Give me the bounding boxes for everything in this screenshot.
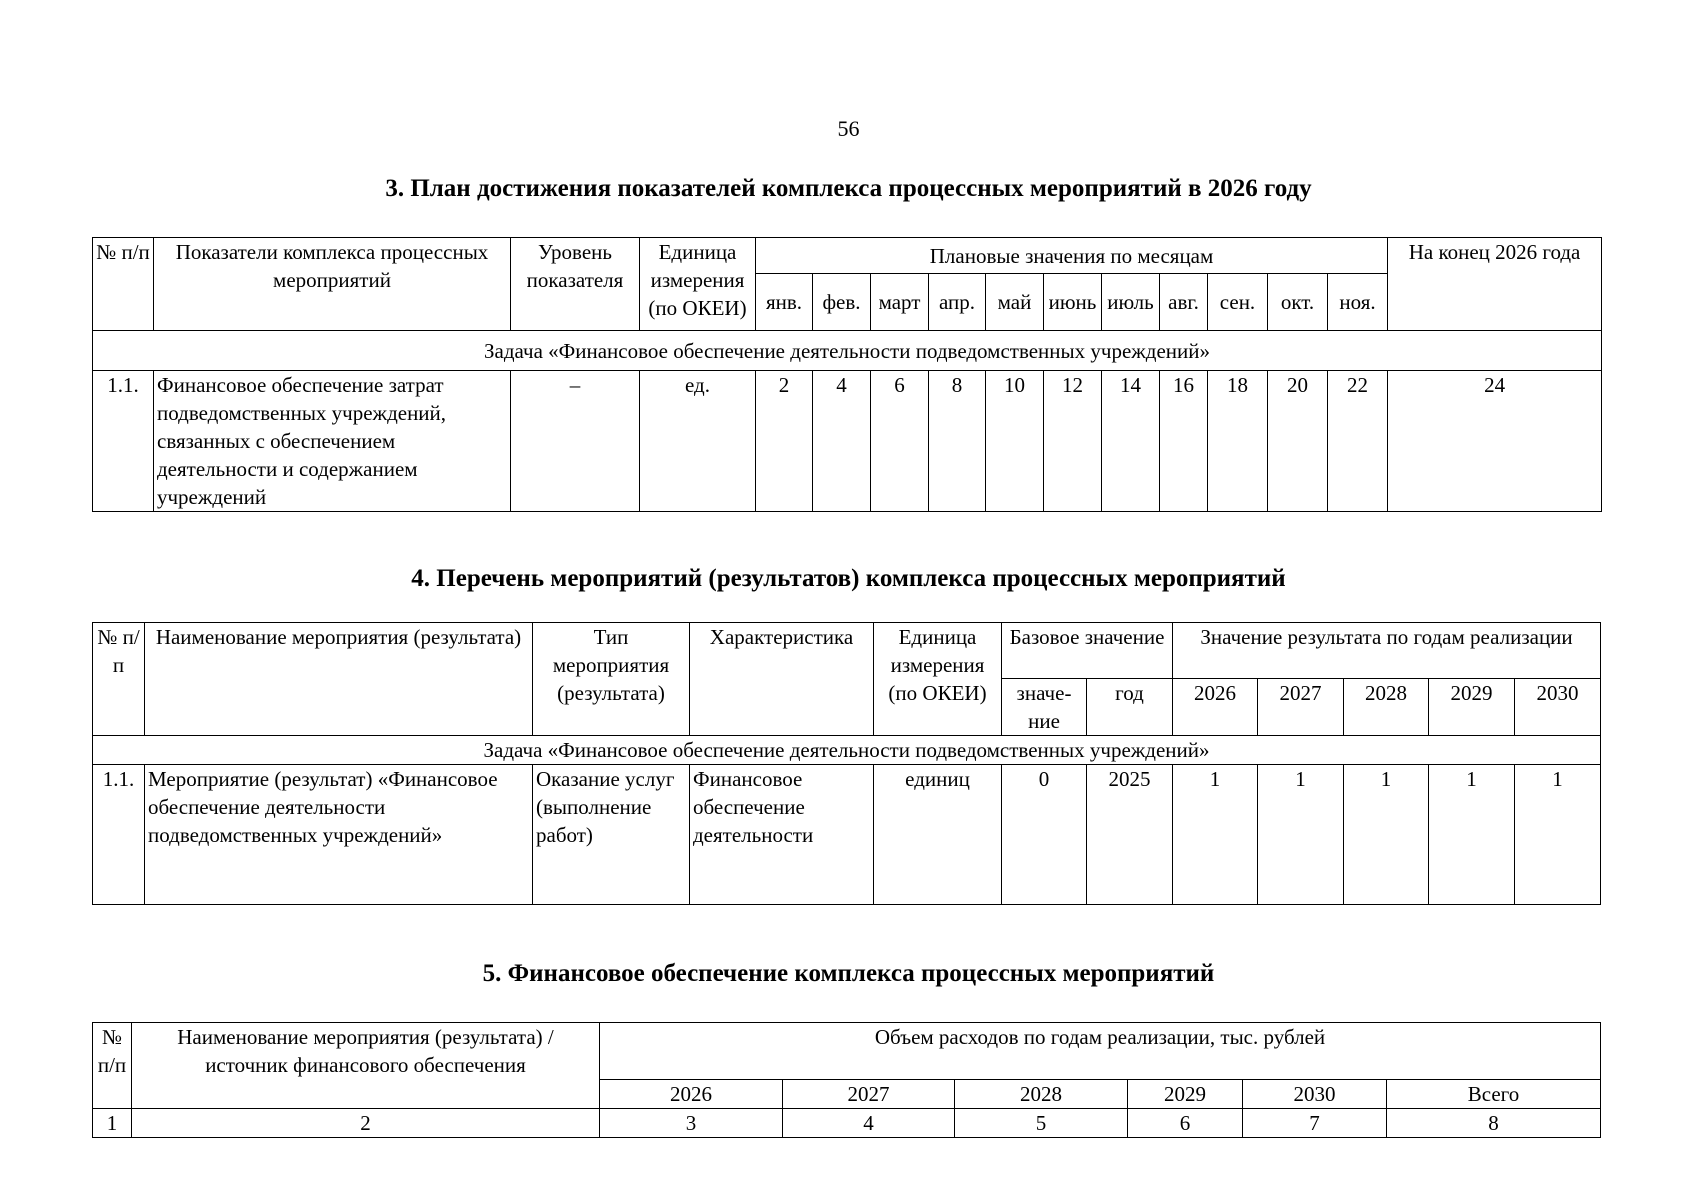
s3-header-num: № п/п — [93, 238, 154, 331]
section4-title: 4. Перечень мероприятий (результатов) комплекса процессных мероприятий — [411, 565, 1286, 592]
section3-title: 3. План достижения показателей комплекса процессных мероприятий в 2026 году — [385, 175, 1312, 202]
s5-col-number: 1 — [93, 1109, 132, 1138]
section5-table — [92, 1022, 1601, 1138]
s5-header-name: Наименование мероприятия (результата) / источник финансового обеспечения — [132, 1023, 600, 1109]
s3-row-unit: ед. — [640, 371, 756, 512]
s3-header-level: Уровень показателя — [511, 238, 640, 331]
s5-header-volume: Объем расходов по годам реализации, тыс. рублей — [600, 1023, 1601, 1080]
s3-row-value: 10 — [986, 371, 1044, 512]
s5-header-num: № п/п — [93, 1023, 132, 1109]
s4-row-type: Оказание услуг (выполнение работ) — [533, 765, 690, 905]
section3-table — [92, 237, 1602, 512]
s4-header-base-value: значе-ние — [1002, 679, 1087, 736]
s5-col-number: 6 — [1128, 1109, 1243, 1138]
s5-col-number: 8 — [1387, 1109, 1601, 1138]
s3-row-value: 16 — [1160, 371, 1208, 512]
s4-row-value: 1 — [1429, 765, 1515, 905]
s3-month: окт. — [1268, 274, 1328, 331]
s3-month: март — [871, 274, 929, 331]
s5-year: 2027 — [783, 1080, 955, 1109]
s5-year: 2026 — [600, 1080, 783, 1109]
s4-row-value: 1 — [1515, 765, 1601, 905]
s3-row-value: 22 — [1328, 371, 1388, 512]
s4-header-num: № п/п — [93, 623, 145, 736]
s4-header-unit: Единица измерения (по ОКЕИ) — [874, 623, 1002, 736]
s3-row-end: 24 — [1388, 371, 1602, 512]
s3-month: сен. — [1208, 274, 1268, 331]
s3-row-num: 1.1. — [93, 371, 154, 512]
s3-row-value: 6 — [871, 371, 929, 512]
s4-row-value: 1 — [1344, 765, 1429, 905]
s3-month: май — [986, 274, 1044, 331]
s5-year: 2028 — [955, 1080, 1128, 1109]
s3-month: авг. — [1160, 274, 1208, 331]
s3-header-unit: Единица измерения (по ОКЕИ) — [640, 238, 756, 331]
s5-col-number: 4 — [783, 1109, 955, 1138]
s3-header-indicators: Показатели комплекса процессных мероприятий — [154, 238, 511, 331]
page-number: 56 — [837, 116, 860, 141]
s3-row-name: Финансовое обеспечение затрат подведомственных учреждений, связанных с обеспечением деятельности и содержанием учреждений — [154, 371, 511, 512]
s3-task-row: Задача «Финансовое обеспечение деятельности подведомственных учреждений» — [93, 331, 1602, 371]
s4-row-characteristic: Финансовое обеспечение деятельности — [690, 765, 874, 905]
s4-task-row: Задача «Финансовое обеспечение деятельности подведомственных учреждений» — [93, 736, 1601, 765]
s3-month: янв. — [756, 274, 813, 331]
s4-row-num: 1.1. — [93, 765, 145, 905]
s4-row-base-value: 0 — [1002, 765, 1087, 905]
section5-title: 5. Финансовое обеспечение комплекса процессных мероприятий — [482, 960, 1215, 987]
s4-year: 2026 — [1173, 679, 1258, 736]
s5-col-number: 7 — [1243, 1109, 1387, 1138]
s4-header-result: Значение результата по годам реализации — [1173, 623, 1601, 679]
s4-year: 2030 — [1515, 679, 1601, 736]
s4-header-characteristic: Характеристика — [690, 623, 874, 736]
s3-row-value: 4 — [813, 371, 871, 512]
s3-month: июнь — [1044, 274, 1102, 331]
s4-header-base-year: год — [1087, 679, 1173, 736]
s5-year: 2030 — [1243, 1080, 1387, 1109]
s4-row-unit: единиц — [874, 765, 1002, 905]
s4-year: 2029 — [1429, 679, 1515, 736]
s4-year: 2028 — [1344, 679, 1429, 736]
s4-year: 2027 — [1258, 679, 1344, 736]
s3-month: фев. — [813, 274, 871, 331]
s5-col-number: 5 — [955, 1109, 1128, 1138]
s3-row-value: 14 — [1102, 371, 1160, 512]
s3-header-monthly: Плановые значения по месяцам — [756, 238, 1388, 274]
s5-year: 2029 — [1128, 1080, 1243, 1109]
s3-month: июль — [1102, 274, 1160, 331]
section4-table — [92, 622, 1601, 905]
s3-row-value: 18 — [1208, 371, 1268, 512]
s3-row-value: 2 — [756, 371, 813, 512]
s3-row-value: 12 — [1044, 371, 1102, 512]
s4-header-type: Тип мероприятия (результата) — [533, 623, 690, 736]
s4-row-value: 1 — [1173, 765, 1258, 905]
s3-row-value: 20 — [1268, 371, 1328, 512]
s4-header-name: Наименование мероприятия (результата) — [145, 623, 533, 736]
s3-header-end: На конец 2026 года — [1388, 238, 1602, 331]
s5-col-number: 2 — [132, 1109, 600, 1138]
s4-row-base-year: 2025 — [1087, 765, 1173, 905]
s5-col-number: 3 — [600, 1109, 783, 1138]
s3-month: апр. — [929, 274, 986, 331]
s5-year-total: Всего — [1387, 1080, 1601, 1109]
s3-row-value: 8 — [929, 371, 986, 512]
s4-row-value: 1 — [1258, 765, 1344, 905]
s3-row-level: – — [511, 371, 640, 512]
s4-row-name: Мероприятие (результат) «Финансовое обеспечение деятельности подведомственных учреждений» — [145, 765, 533, 905]
s4-header-base: Базовое значение — [1002, 623, 1173, 679]
s3-month: ноя. — [1328, 274, 1388, 331]
